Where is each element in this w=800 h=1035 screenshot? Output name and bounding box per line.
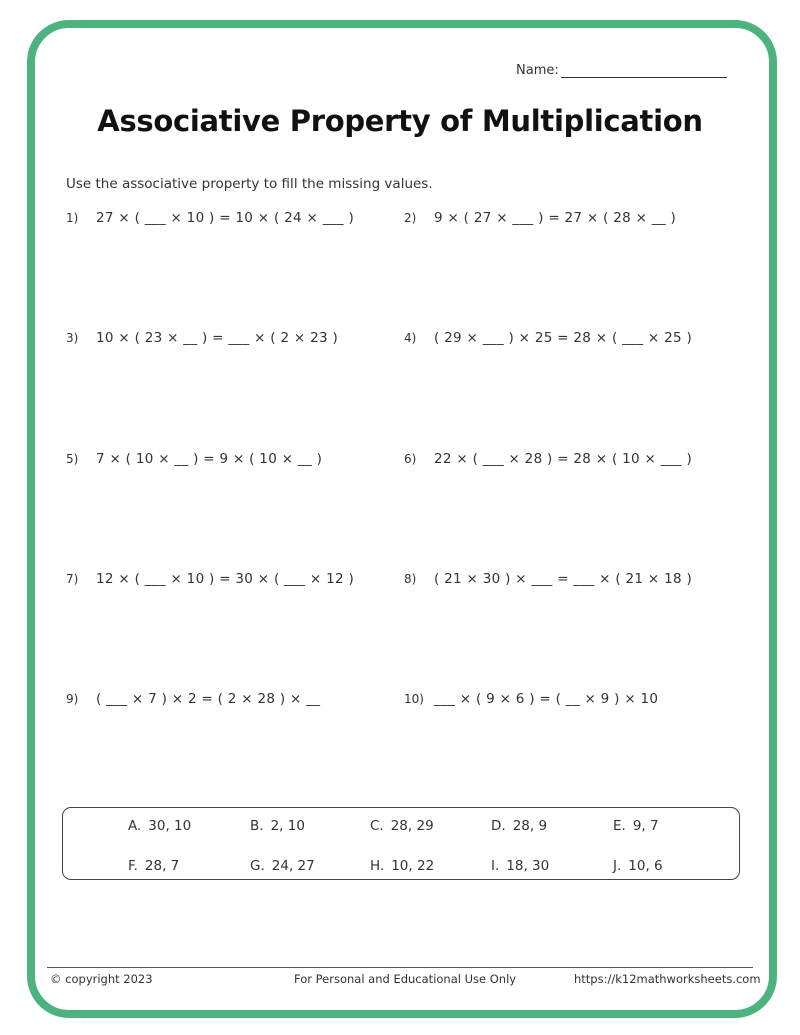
answer-value: 2, 10: [270, 818, 305, 834]
problem-expression: 12 × ( ___ × 10 ) = 30 × ( ___ × 12 ): [96, 571, 355, 587]
answer-value: 28, 9: [512, 818, 548, 834]
problem-number: 6): [404, 452, 417, 466]
answer-letter: F.: [128, 858, 138, 874]
problem-9: [66, 691, 320, 707]
problem-expression: 27 × ( ___ × 10 ) = 10 × ( 24 × ___ ): [96, 210, 355, 226]
answer-option-d: [491, 818, 547, 834]
answer-option-g: [250, 858, 315, 874]
answer-option-e: [613, 818, 659, 834]
answer-option-j: [613, 858, 663, 874]
problem-expression: 10 × ( 23 × __ ) = ___ × ( 2 × 23 ): [96, 330, 339, 346]
problem-7: [66, 571, 354, 587]
footer-usage: For Personal and Educational Use Only: [294, 972, 517, 986]
problem-expression: 7 × ( 10 × __ ) = 9 × ( 10 × __ ): [96, 451, 323, 467]
problem-expression: ___ × ( 9 × 6 ) = ( __ × 9 ) × 10: [434, 691, 659, 707]
answer-value: 18, 30: [506, 858, 550, 874]
answer-value: 10, 6: [628, 858, 663, 874]
answer-letter: H.: [370, 858, 385, 874]
name-blank-line: [561, 65, 727, 78]
answer-option-i: [491, 858, 549, 874]
problem-3: [66, 330, 338, 346]
problem-number: 5): [66, 452, 79, 466]
answer-letter: G.: [250, 858, 265, 874]
problem-expression: 22 × ( ___ × 28 ) = 28 × ( 10 × ___ ): [434, 451, 693, 467]
answer-option-c: [370, 818, 434, 834]
problem-4: [404, 330, 692, 346]
problem-expression: ( 21 × 30 ) × ___ = ___ × ( 21 × 18 ): [434, 571, 693, 587]
answer-option-h: [370, 858, 434, 874]
problem-number: 3): [66, 331, 79, 345]
problem-number: 10): [404, 692, 424, 706]
answer-letter: A.: [128, 818, 142, 834]
problem-expression: ( 29 × ___ ) × 25 = 28 × ( ___ × 25 ): [434, 330, 693, 346]
answer-option-b: [250, 818, 305, 834]
problem-5: [66, 451, 322, 467]
answer-letter: I.: [491, 858, 500, 874]
answer-value: 24, 27: [271, 858, 315, 874]
answer-value: 28, 29: [390, 818, 434, 834]
instruction-text: Use the associative property to fill the missing values.: [66, 176, 433, 192]
problem-2: [404, 210, 676, 226]
page-title: Associative Property of Multiplication: [97, 104, 703, 138]
problem-number: 4): [404, 331, 417, 345]
answer-option-f: [128, 858, 179, 874]
problem-expression: 9 × ( 27 × ___ ) = 27 × ( 28 × __ ): [434, 210, 677, 226]
answer-value: 30, 10: [148, 818, 192, 834]
answer-value: 10, 22: [391, 858, 435, 874]
answer-value: 28, 7: [144, 858, 180, 874]
answer-letter: E.: [613, 818, 626, 834]
problem-number: 1): [66, 211, 79, 225]
problem-8: [404, 571, 692, 587]
footer-url[interactable]: https://k12mathworksheets.com: [574, 972, 761, 986]
name-field: [516, 63, 727, 78]
answer-letter: D.: [491, 818, 506, 834]
problem-expression: ( ___ × 7 ) × 2 = ( 2 × 28 ) × __: [96, 691, 321, 707]
problem-number: 7): [66, 572, 79, 586]
problem-number: 8): [404, 572, 417, 586]
answer-option-a: [128, 818, 191, 834]
name-label: Name:: [516, 63, 559, 78]
answer-letter: C.: [370, 818, 384, 834]
footer-copyright: © copyright 2023: [50, 972, 153, 986]
answer-letter: J.: [613, 858, 622, 874]
problem-10: [404, 691, 658, 707]
problem-number: 2): [404, 211, 417, 225]
problem-number: 9): [66, 692, 79, 706]
footer-divider: [47, 967, 753, 968]
answer-value: 9, 7: [632, 818, 659, 834]
problem-6: [404, 451, 692, 467]
problem-1: [66, 210, 354, 226]
answer-letter: B.: [250, 818, 264, 834]
